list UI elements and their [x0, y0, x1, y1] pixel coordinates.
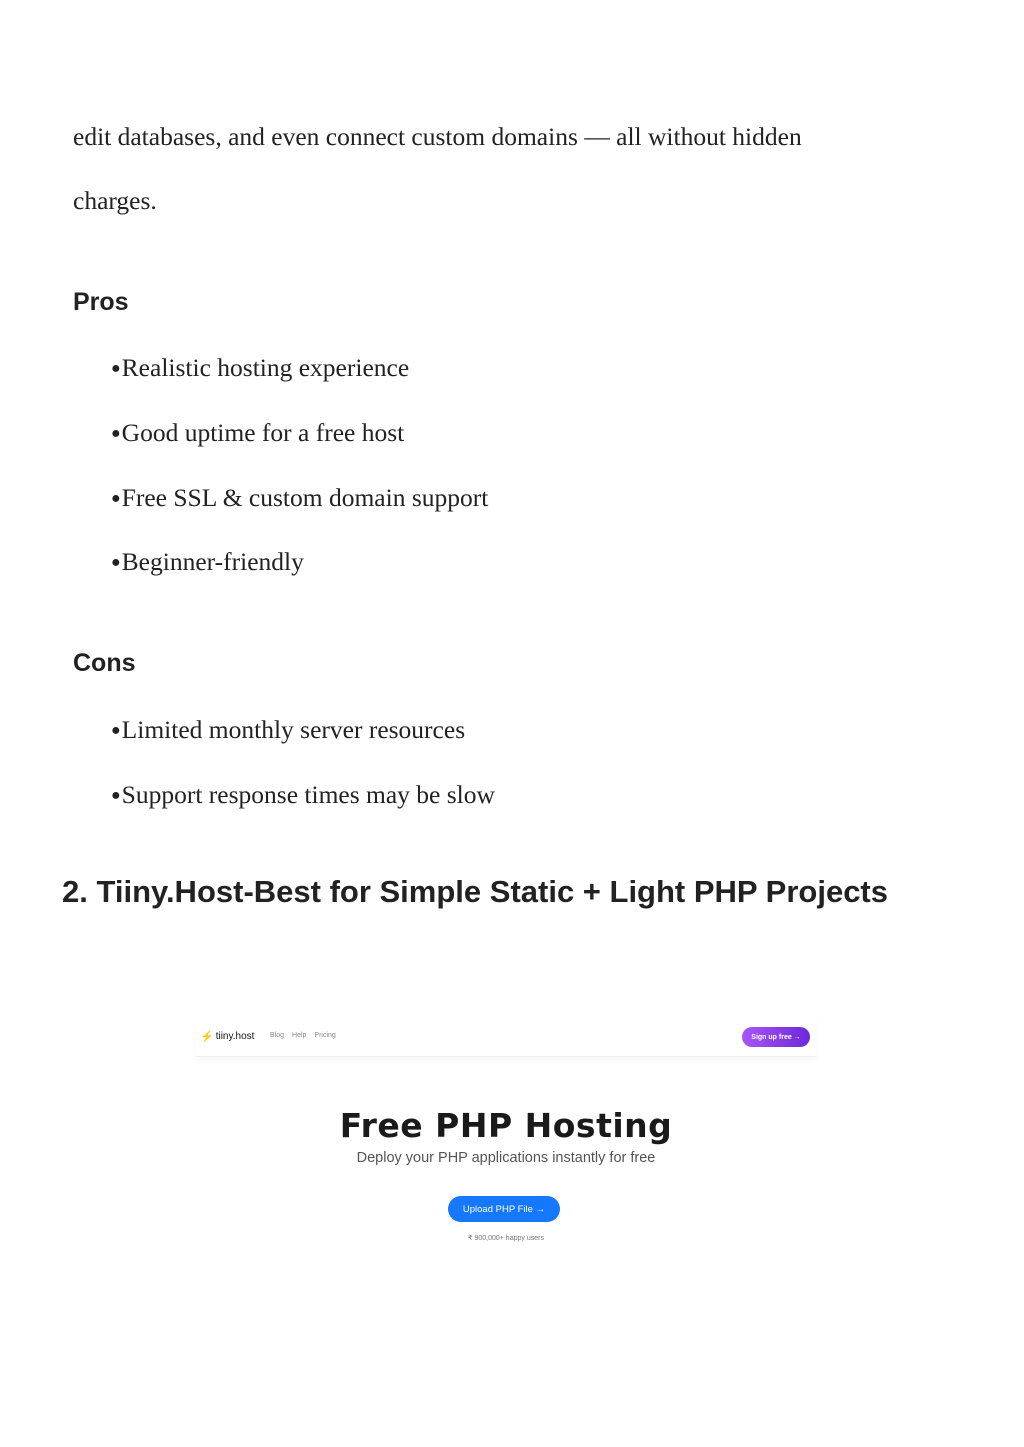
bullet-icon: ● — [111, 425, 121, 442]
users-count: 900,000+ happy users — [474, 1235, 544, 1242]
users-icon: ₹ — [468, 1235, 473, 1242]
hero-title: Free PHP Hosting — [339, 1106, 673, 1145]
bullet-icon: ● — [111, 787, 121, 804]
list-item-text: Realistic hosting experience — [121, 353, 410, 382]
bullet-icon: ● — [111, 554, 121, 571]
happy-users-text — [196, 1234, 816, 1242]
nav-links — [270, 1032, 336, 1039]
tiinyhost-logo — [200, 1030, 254, 1043]
list-item — [111, 780, 495, 810]
nav-link-pricing: Pricing — [314, 1032, 336, 1039]
screenshot-navbar — [196, 1018, 816, 1057]
list-item-text: Free SSL & custom domain support — [121, 483, 489, 512]
logo-text: tiiny.host — [215, 1031, 255, 1042]
section-heading: 2. Tiiny.Host-Best for Simple Static + Light PHP Projects — [62, 874, 888, 909]
list-item — [111, 353, 409, 383]
list-item — [111, 483, 488, 513]
intro-line-1: edit databases, and even connect custom domains — all without hidden — [73, 122, 802, 151]
nav-link-blog: Blog — [270, 1032, 285, 1039]
signup-button: Sign up free → — [742, 1027, 810, 1047]
list-item-text: Support response times may be slow — [121, 780, 495, 809]
lightning-bolt-icon: ⚡ — [200, 1031, 214, 1043]
list-item — [111, 418, 404, 448]
bullet-icon: ● — [111, 722, 121, 739]
intro-line-2: charges. — [73, 186, 157, 215]
nav-link-help: Help — [292, 1032, 307, 1039]
cons-heading: Cons — [73, 649, 136, 677]
list-item-text: Limited monthly server resources — [121, 715, 466, 744]
bullet-icon: ● — [111, 360, 121, 377]
list-item-text: Beginner-friendly — [121, 547, 304, 576]
list-item — [111, 547, 304, 577]
bullet-icon: ● — [111, 490, 121, 507]
tiinyhost-screenshot — [196, 1018, 816, 1258]
list-item — [111, 715, 465, 745]
list-item-text: Good uptime for a free host — [121, 418, 405, 447]
upload-php-button: Upload PHP File → — [448, 1196, 560, 1222]
hero-subtitle: Deploy your PHP applications instantly for free — [356, 1150, 656, 1166]
pros-heading: Pros — [73, 288, 129, 316]
